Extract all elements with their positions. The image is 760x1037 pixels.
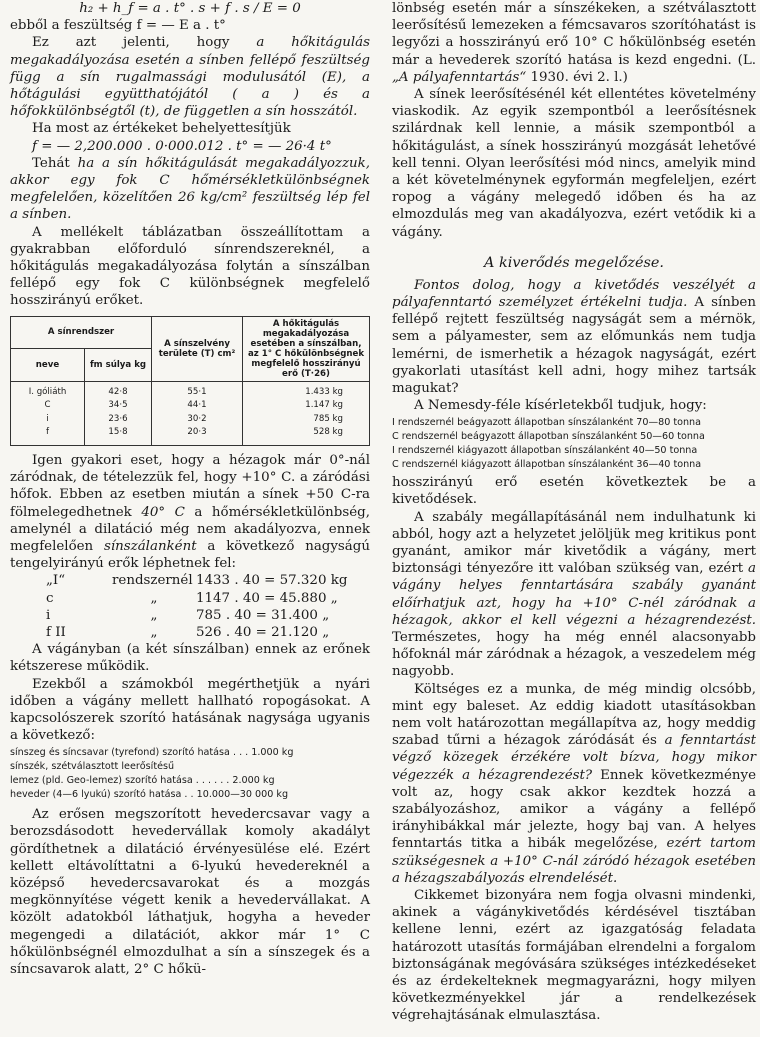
section-heading: A kiverődés megelőzése. — [484, 254, 664, 271]
right-column — [392, 0, 756, 1025]
paragraph: hosszirányú erő esetén következtek be a kivetődések. — [392, 475, 756, 508]
fastener-list — [10, 746, 370, 802]
paragraph: A sínek leerősítésénél két ellentétes követelmény viaskodik. Az egyik szempontból a leerősítésnek szilárdnak kell lennie, a másik szempontból a hőkitágulást, a sínek hosszirányú mozgását lehetővé kell tenni. Olyan leerősítési mód nincs, amelyik mind a két követelménynek egyformán megfeleljen, ezért ropog a vágány melegedő időben és ha az elmozdulás meg van akadályozva, ezért vetődik ki a vágány. — [392, 87, 756, 240]
table-header: fm súlya kg — [85, 349, 152, 382]
list-item: sínszék, szétválasztott leerősítésű — [10, 761, 175, 773]
left-column — [10, 0, 370, 978]
paragraph: Ezekből a számokból megérthetjük a nyári időben a vágány mellett hallható ropogásokat. A kapcsolószerek szorító hatásának nagysága ugyanis a következő: — [10, 676, 370, 744]
list-item: sínszeg és síncsavar (tyrefond) szorító hatása . . . 1.000 kg — [10, 747, 294, 759]
table-row: I. góliáth 42·8 55·1 1.433 kg — [11, 381, 370, 399]
axial-force-list — [10, 572, 370, 641]
paragraph: Cikkemet bizonyára nem fogja olvasni mindenki, akinek a vágánykivetődés kérdésével tisztában kellene lenni, ezért az igazgatóság feladata határozott utasítás formájában elrendelni a forgalom biztonságának megóvására szükséges intézkedéseket és az érdekelteknek megmagyarázni, hogy milyen következményekkel jár a rendelkezések végrehajtásának elmulasztása. — [392, 887, 756, 1024]
list-item: c „ 1147 . 40 = 45.880 „ — [46, 590, 338, 606]
paragraph: Költséges ez a munka, de még mindig olcsóbb, mint egy baleset. Az eddig kiadott utasításokban nem volt határozottan megállapítva az, hogy meddig szabad tűrni a hézagok záródását és a fenntartást végző közegek érzékére volt bízva, hogy mikor végezzék a hézagrendezést? Ennek következménye volt az, hogy csak akkor kezdtek hozzá a szabályozáshoz, amikor a vágány a fellépő irányhibákkal már jelezte, hogy baj van. A helyes fenntartás titka a hibák megelőzése, ezért tartom szükségesnek a +10° C-nál záródó hézagok esetében a hézagszabályozás elrendelését. — [392, 681, 756, 886]
list-item: I rendszernél beágyazott állapotban sínszálanként 70—80 tonna — [392, 417, 702, 429]
paragraph: Ha most az értékeket behelyettesítjük — [32, 121, 291, 137]
table-row: C 34·5 44·1 1.147 kg — [11, 399, 370, 413]
paragraph: Tehát ha a sín hőkitágulását megakadályozzuk, akkor egy fok C hőmérsékletkülönbségnek megfelelően, közelítően 26 kg/cm² feszültség lép fel a sínben. — [10, 155, 371, 223]
formula: f = — 2,200.000 . 0·000.012 . t° = — 26·4 t° — [32, 138, 332, 154]
table-header: neve — [11, 349, 85, 382]
list-item: „I“ rendszernél 1433 . 40 = 57.320 kg — [46, 573, 348, 589]
paragraph: Fontos dolog, hogy a kivetődés veszélyét a pályafenntartó személyzet értékelni tudja. A sínben fellépő rejtett feszültség nagyságát sem a mérnök, sem a pályamester, sem az előmunkás nem tudja lemérni, de ismerhetik a hézagok nagyságát, ezért gyakorlati utasítást kell adni, hogy mihez tartsák magukat? — [392, 277, 756, 397]
table-header: A sínrendszer — [11, 316, 152, 349]
list-item: C rendszernél kiágyazott állapotban sínszálanként 36—40 tonna — [392, 459, 702, 471]
list-item: heveder (4—6 lyukú) szorító hatása . . 10.000—30 000 kg — [10, 789, 289, 801]
paragraph: Az erősen megszorított hevedercsavar vagy a berozsdásodott hevedervállak komoly akadályt gördíthetnek a dilatáció érvényesülése elé. Ezért kellett eltávolíttatni a 6-lyukú hevedereknél a középső hevedercsavarokat és a mozgás megkönnyítése végett kenik a hevedervállakat. A közölt adatokból láthatjuk, hogyha a heveder megengedi a dilatációt, akkor már 1° C hőkülönbségnél elmozdulhat a sín a sínszegek és a síncsavarok alatt, 2° C hőkü- — [10, 807, 370, 977]
list-item: i „ 785 . 40 = 31.400 „ — [46, 607, 330, 623]
table-row: i 23·6 30·2 785 kg — [11, 413, 370, 427]
paragraph: A vágányban (a két sínszálban) ennek az erőnek kétszerese működik. — [10, 642, 370, 675]
table-row: f 15·8 20·3 528 kg — [11, 426, 370, 445]
list-item: f II „ 526 . 40 = 21.120 „ — [46, 625, 330, 641]
paragraph: A mellékelt táblázatban összeállítottam a gyakrabban előforduló sínrendszereknél, a hőkitágulás megakadályozása folytán a sínszálban fellépő egy fok C különbségnek megfelelő hosszirányú erőket. — [10, 224, 370, 309]
paragraph: Igen gyakori eset, hogy a hézagok már 0°-nál záródnak, de tételezzük fel, hogy +10° C. a záródási hőfok. Ebben az esetben miután a sínek +50 C-ra fölmelegedhetnek 40° C a hőmérsékletkülönbség, amelynél a dilatáció még nem akadályozva, ennek megfelelően sínszálanként a következő nagyságú tengelyirányú erők léphetnek fel: — [10, 453, 370, 572]
table-header: A sínszelvény területe (T) cm² — [152, 316, 243, 381]
paragraph: A szabály megállapításánál nem indulhatunk ki abból, hogy azt a helyzetet jelöljük meg kritikus pont gyanánt, amikor már kivetődik a vágány, mert biztonsági tényezőre itt valóban szükség van, ezért a vágány helyes fenntartására szabály gyanánt előírhatjuk azt, hogy ha +10° C-nél záródnak a hézagok, akkor el kell végezni a hézagrendezést. Természetes, hogy ha még ennél alacsonyabb hőfoknál már záródnak a hézagok, a veszedelem még nagyobb. — [392, 509, 756, 680]
formula-top: h₂ + h_f = a . t° . s + f . s / E = 0 — [79, 1, 301, 16]
rail-system-table — [10, 316, 370, 446]
paragraph: ebből a feszültség f = — E a . t° — [10, 18, 226, 34]
list-item: lemez (pld. Geo-lemez) szorító hatása . . . . . . 2.000 kg — [10, 775, 275, 787]
list-item: C rendszernél beágyazott állapotban sínszálanként 50—60 tonna — [392, 431, 705, 443]
experiment-list — [392, 416, 756, 472]
paragraph: A Nemesdy-féle kísérletekből tudjuk, hogy: — [414, 398, 707, 414]
table-header: A hőkitágulás megakadályozása esetében a sínszálban, az 1° C hőkülönbségnek megfelelő hosszirányú erő (T·26) — [243, 316, 370, 381]
paragraph: lönbség esetén már a sínszékeken, a szétválasztott leerősítésű lemezeken a fémcsavaros szorítóhatást is legyőzi a hosszirányú erő 10° C hőkülönbség esetén már a hevederek szorító hatása is kezd engedni. (L. „A pályafenntartás“ 1930. évi 2. l.) — [392, 1, 756, 85]
list-item: I rendszernél kiágyazott állapotban sínszálanként 40—50 tonna — [392, 445, 698, 457]
paragraph: Ez azt jelenti, hogy a hőkitágulás megakadályozása esetén a sínben fellépő feszültség függ a sín rugalmassági modulusától (E), a hőtágulási együtthatójától ( a ) és a hőfokkülönbségtől (t), de független a sín hosszától. — [10, 35, 370, 120]
